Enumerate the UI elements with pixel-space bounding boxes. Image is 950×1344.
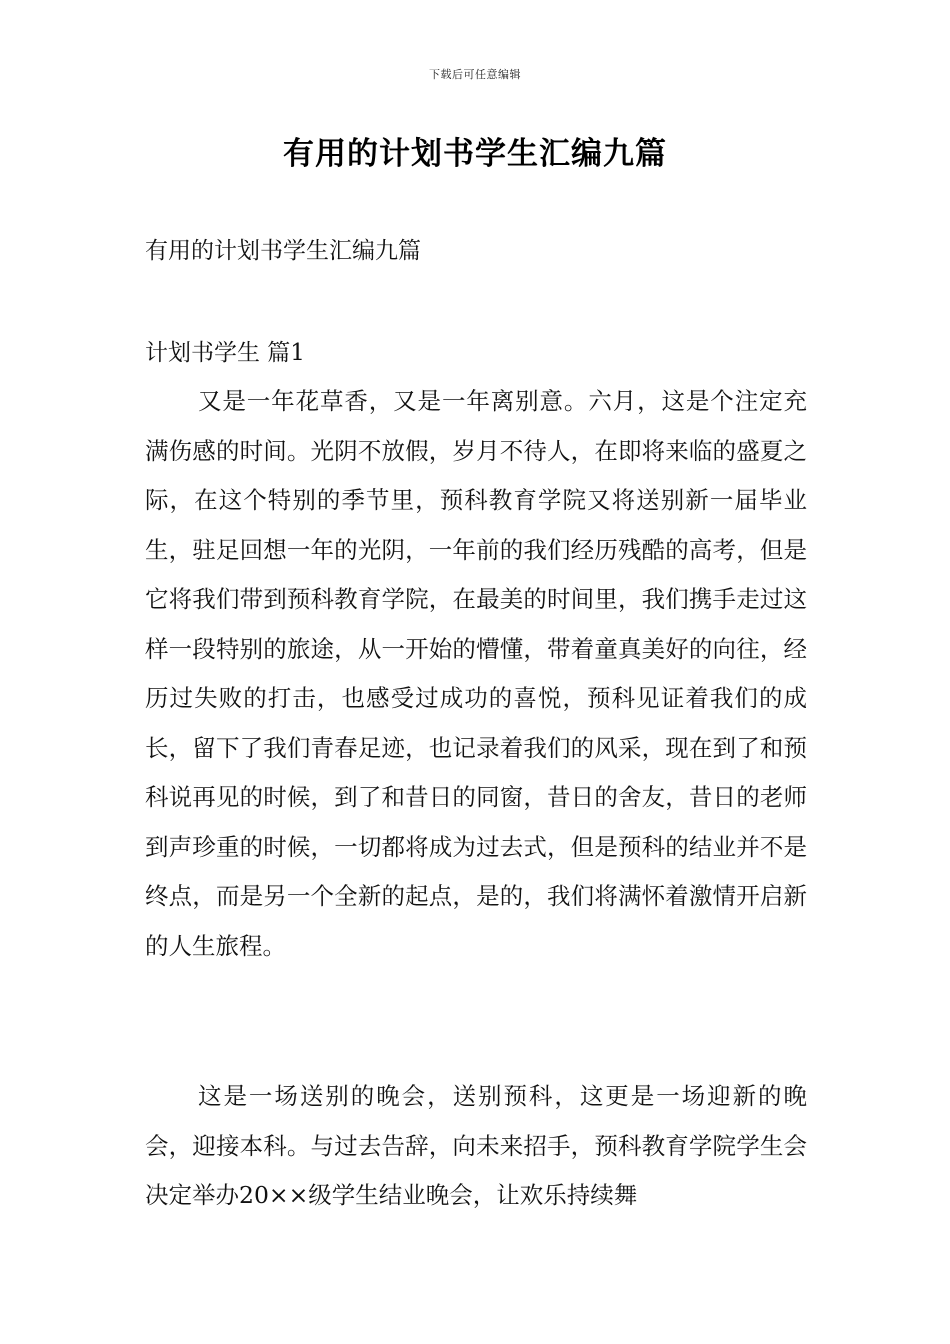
header-note: 下载后可任意编辑: [429, 68, 521, 81]
body-paragraph: 又是一年花草香，又是一年离别意。六月，这是个注定充满伤感的时间。光阴不放假，岁月不待人，在即将来临的盛夏之际，在这个特别的季节里，预科教育学院又将送别新一届毕业生，驻足回想一年的光阴，一年前的我们经历残酷的高考，但是它将我们带到预科教育学院，在最美的时间里，我们携手走过这样一段特别的旅途，从一开始的懵懂，带着童真美好的向往，经历过失败的打击，也感受过成功的喜悦，预科见证着我们的成长，留下了我们青春足迹，也记录着我们的风采，现在到了和预科说再见的时候，到了和昔日的同窗，昔日的舍友，昔日的老师到声珍重的时候，一切都将成为过去式，但是预科的结业并不是终点，而是另一个全新的起点，是的，我们将满怀着激情开启新的人生旅程。: [145, 387, 807, 960]
body-paragraph: 这是一场送别的晚会，送别预科，这更是一场迎新的晚会，迎接本科。与过去告辞，向未来招手，预科教育学院学生会决定举办20××级学生结业晚会，让欢乐持续舞: [145, 1082, 807, 1209]
document-title: 有用的计划书学生汇编九篇: [283, 136, 667, 172]
section-heading: 计划书学生 篇1: [145, 340, 305, 366]
document-subtitle: 有用的计划书学生汇编九篇: [145, 238, 421, 264]
